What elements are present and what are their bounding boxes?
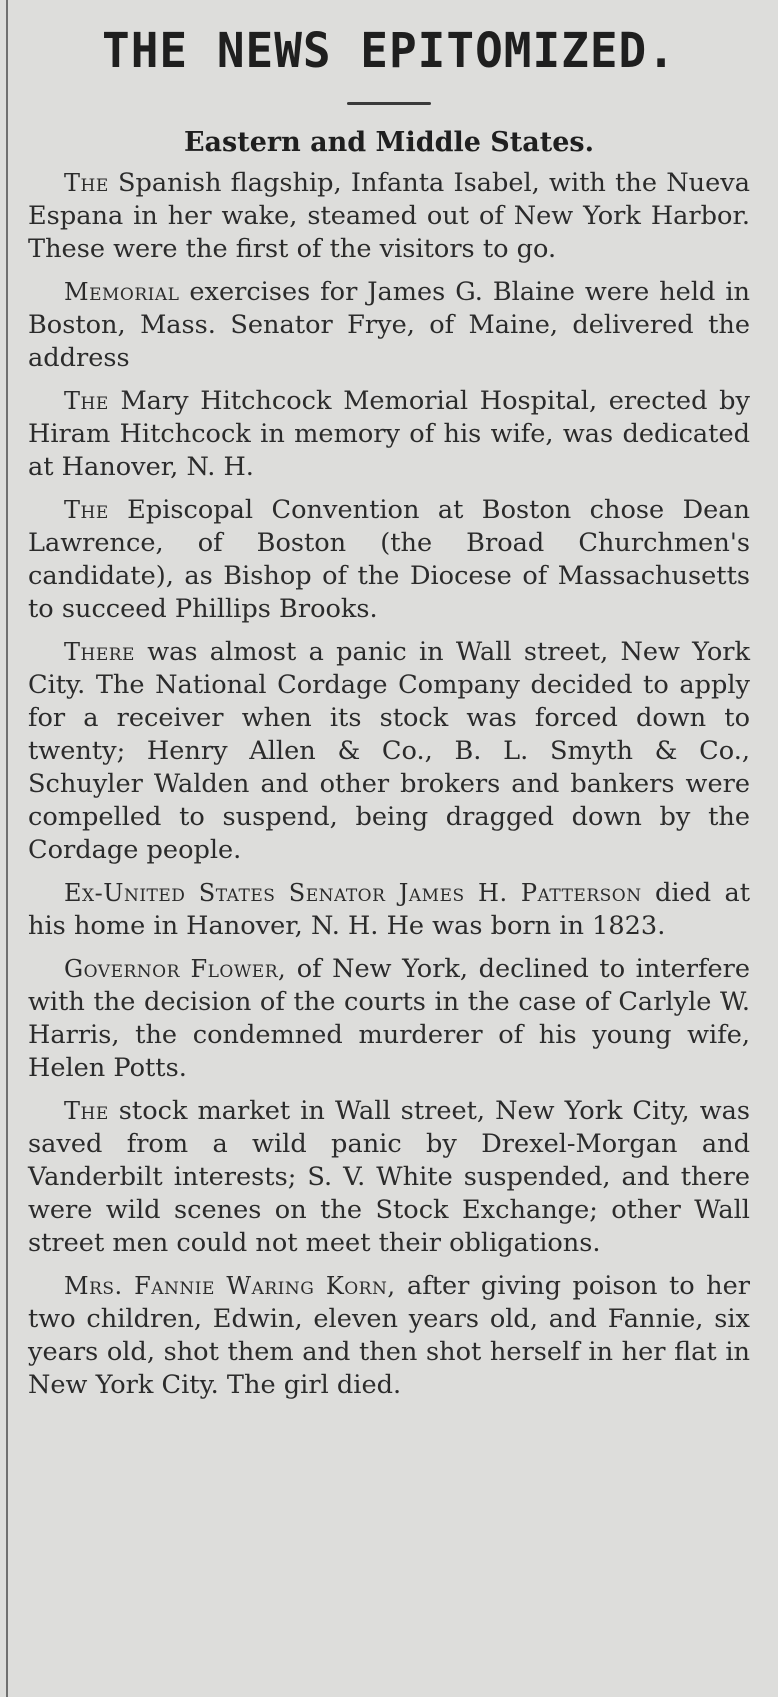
news-item [28,494,750,626]
item-text: Episcopal Convention at Boston chose Dean Lawrence, of Boston (the Broad Churchmen's candidate), as Bishop of the Diocese of Massachusetts to succeed Phillips Brooks. [28,495,750,624]
item-lead: There [64,638,135,666]
news-item [28,953,750,1085]
item-lead: Memorial [64,278,180,306]
news-item [28,385,750,484]
news-item [28,636,750,867]
news-item [28,1270,750,1402]
item-text: Mary Hitchcock Memorial Hospital, erected by Hiram Hitchcock in memory of his wife, was dedicated at Hanover, N. H. [28,386,750,482]
column-rule [6,0,8,1697]
item-lead: Mrs. Fannie Waring Korn, [64,1272,396,1300]
news-item [28,877,750,943]
item-lead: The [64,496,109,524]
item-text: after giving poison to her two children, Edwin, eleven years old, and Fannie, six years old, shot them and then shot herself in her flat in New York City. The girl died. [28,1271,750,1400]
news-column [28,18,750,1412]
news-item [28,167,750,266]
item-lead: The [64,169,109,197]
news-item [28,1095,750,1260]
section-title: Eastern and Middle States. [183,127,595,158]
news-item [28,276,750,375]
item-text: Spanish flagship, Infanta Isabel, with the Nueva Espana in her wake, steamed out of New York Harbor. These were the first of the visitors to go. [28,168,750,264]
item-lead: Governor Flower, [64,955,287,983]
item-lead: The [64,1097,109,1125]
item-text: exercises for James G. Blaine were held in Boston, Mass. Senator Frye, of Maine, delivered the address [28,277,750,373]
dash-divider [347,102,431,105]
item-text: stock market in Wall street, New York City, was saved from a wild panic by Drexel-Morgan and Vanderbilt interests; S. V. White suspended, and there were wild scenes on the Stock Exchange; other Wall street men could not meet their obligations. [28,1096,751,1258]
item-lead: The [64,387,109,415]
item-text: of New York, declined to interfere with the decision of the courts in the case of Carlyle W. Harris, the condemned murderer of his young wife, Helen Potts. [28,954,750,1083]
item-text: was almost a panic in Wall street, New York City. The National Cordage Company decided to apply for a receiver when its stock was forced down to twenty; Henry Allen & Co., B. L. Smyth & Co., Schuyler Walden and other brokers and bankers were compelled to suspend, being dragged down by the Cordage people. [28,637,750,865]
headline: THE NEWS EPITOMIZED. [102,21,676,79]
item-text: died at his home in Hanover, N. H. He was born in 1823. [28,878,751,941]
item-lead: Ex-United States Senator James H. Patterson [64,879,642,907]
